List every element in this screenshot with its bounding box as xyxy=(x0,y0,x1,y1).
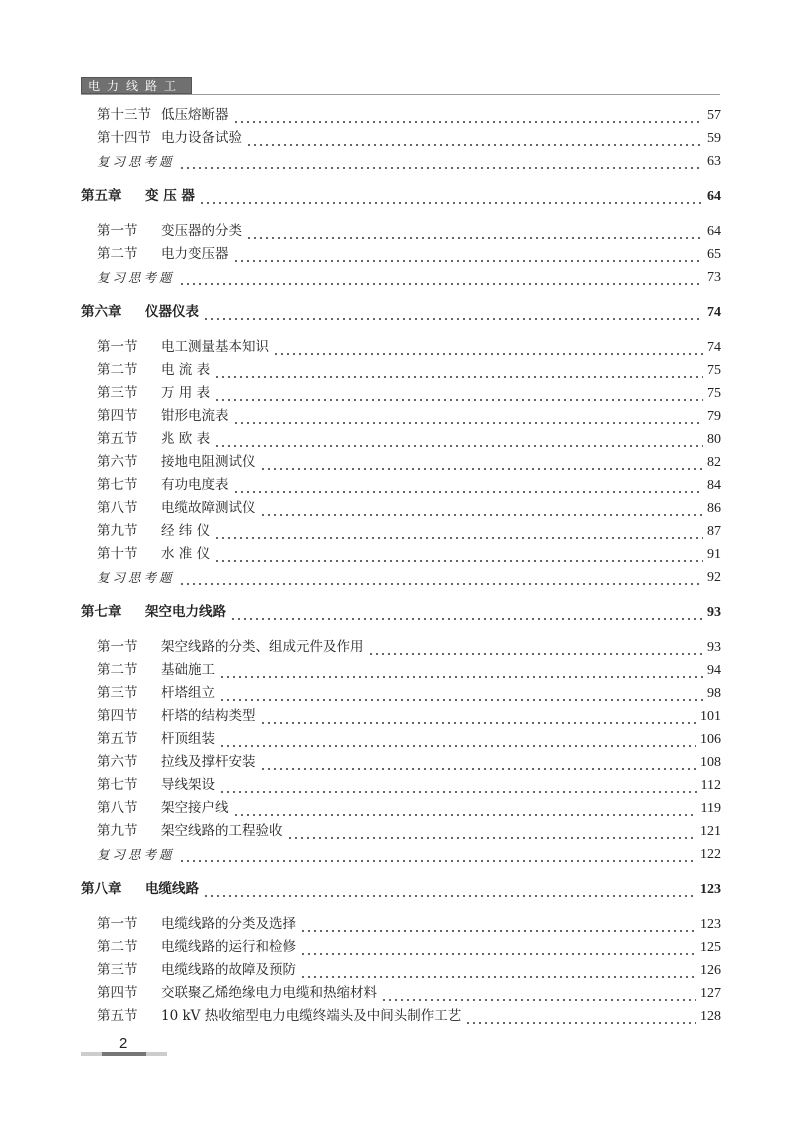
dot-leader xyxy=(214,359,703,382)
toc-entry[interactable] xyxy=(81,127,721,150)
toc-label: 第八章 xyxy=(81,881,122,897)
running-header xyxy=(81,77,720,95)
dot-leader xyxy=(368,636,704,659)
dot-leader xyxy=(233,243,704,266)
toc-title: 电力变压器 xyxy=(161,246,229,262)
toc-title: 电缆线路的分类及选择 xyxy=(161,916,296,932)
toc-page: 101 xyxy=(700,709,721,724)
toc-title: 复习思考题 xyxy=(97,154,175,169)
toc-review[interactable] xyxy=(81,266,721,289)
toc-title: 架空线路的分类、组成元件及作用 xyxy=(161,639,364,655)
dot-leader xyxy=(219,682,703,705)
toc-label: 第三节 xyxy=(97,962,138,978)
toc-title: 低压熔断器 xyxy=(161,107,229,123)
toc-page: 75 xyxy=(707,386,721,401)
toc-entry[interactable] xyxy=(81,243,721,266)
dot-leader xyxy=(260,497,704,520)
toc-title: 接地电阻测试仪 xyxy=(161,454,256,470)
toc-page: 126 xyxy=(700,963,721,978)
toc-entry[interactable] xyxy=(81,451,721,474)
toc-page: 94 xyxy=(707,663,721,678)
toc-title: 水 准 仪 xyxy=(161,546,211,562)
toc-page: 108 xyxy=(700,755,721,770)
toc-title: 拉线及撑杆安装 xyxy=(161,754,256,770)
toc-title: 基础施工 xyxy=(161,662,215,678)
toc-page: 106 xyxy=(700,732,721,747)
toc-page: 84 xyxy=(707,478,721,493)
dot-leader xyxy=(179,150,703,173)
dot-leader xyxy=(214,520,703,543)
toc-entry[interactable] xyxy=(81,543,721,566)
dot-leader xyxy=(246,127,703,150)
toc-label: 第二节 xyxy=(97,246,138,262)
dot-leader xyxy=(381,982,696,1005)
toc-page: 74 xyxy=(707,305,721,320)
toc-entry[interactable] xyxy=(81,728,721,751)
toc-page: 65 xyxy=(707,247,721,262)
toc-page: 112 xyxy=(700,778,721,793)
toc-entry[interactable] xyxy=(81,751,721,774)
toc-label: 第十三节 xyxy=(97,107,151,123)
toc-page: 123 xyxy=(700,917,721,932)
toc-label: 第七节 xyxy=(97,477,138,493)
toc-entry[interactable] xyxy=(81,497,721,520)
toc-page: 87 xyxy=(707,524,721,539)
dot-leader xyxy=(273,336,703,359)
toc-review[interactable] xyxy=(81,566,721,589)
toc-page: 128 xyxy=(700,1009,721,1024)
toc-title: 变 压 器 xyxy=(145,188,195,204)
toc-title: 复习思考题 xyxy=(97,847,175,862)
toc-entry[interactable] xyxy=(81,474,721,497)
dot-leader xyxy=(260,451,704,474)
toc-chapter[interactable] xyxy=(81,601,721,624)
dot-leader xyxy=(300,936,696,959)
dot-leader xyxy=(233,405,704,428)
toc-page: 73 xyxy=(707,270,721,285)
toc-entry[interactable] xyxy=(81,820,721,843)
toc-page: 91 xyxy=(707,547,721,562)
toc-label: 第十节 xyxy=(97,546,138,562)
dot-leader xyxy=(233,474,704,497)
toc-entry[interactable] xyxy=(81,797,721,820)
toc-entry[interactable] xyxy=(81,774,721,797)
toc-page: 121 xyxy=(700,824,721,839)
dot-leader xyxy=(300,913,696,936)
toc-chapter[interactable] xyxy=(81,185,721,208)
toc-label: 第六章 xyxy=(81,304,122,320)
dot-leader xyxy=(214,428,703,451)
page-number: 2 xyxy=(119,1035,128,1052)
dot-leader xyxy=(465,1005,696,1028)
toc-label: 第四节 xyxy=(97,408,138,424)
toc-label: 第五节 xyxy=(97,731,138,747)
toc-page: 119 xyxy=(700,801,721,816)
toc-entry[interactable] xyxy=(81,913,721,936)
toc-label: 第六节 xyxy=(97,454,138,470)
toc-page: 74 xyxy=(707,340,721,355)
toc-page: 79 xyxy=(707,409,721,424)
toc-entry[interactable] xyxy=(81,405,721,428)
toc-review[interactable] xyxy=(81,843,721,866)
toc-title: 经 纬 仪 xyxy=(161,523,211,539)
toc-label: 第二节 xyxy=(97,939,138,955)
toc-page: 92 xyxy=(707,570,721,585)
dot-leader xyxy=(214,382,703,405)
toc-title: 复习思考题 xyxy=(97,570,175,585)
toc-entry[interactable] xyxy=(81,359,721,382)
toc-entry[interactable] xyxy=(81,936,721,959)
running-header-title: 电力线路工 xyxy=(81,77,192,94)
toc-entry[interactable] xyxy=(81,982,721,1005)
dot-leader xyxy=(260,705,697,728)
toc-entry[interactable] xyxy=(81,428,721,451)
toc-title: 钳形电流表 xyxy=(161,408,229,424)
toc-label: 第一节 xyxy=(97,223,138,239)
toc-page: 93 xyxy=(707,640,721,655)
dot-leader xyxy=(203,301,703,324)
toc-title: 电缆故障测试仪 xyxy=(161,500,256,516)
toc-title: 变压器的分类 xyxy=(161,223,242,239)
dot-leader xyxy=(287,820,697,843)
toc-title: 电缆线路的运行和检修 xyxy=(161,939,296,955)
toc-label: 第九节 xyxy=(97,523,138,539)
toc-title: 电 流 表 xyxy=(161,362,211,378)
toc-title: 交联聚乙烯绝缘电力电缆和热缩材料 xyxy=(161,985,377,1001)
toc-entry[interactable] xyxy=(81,659,721,682)
toc-label: 第一节 xyxy=(97,639,138,655)
toc-label: 第十四节 xyxy=(97,130,151,146)
toc-label: 第六节 xyxy=(97,754,138,770)
toc-title: 复习思考题 xyxy=(97,270,175,285)
toc-page: 64 xyxy=(707,224,721,239)
toc-title: 有功电度表 xyxy=(161,477,229,493)
dot-leader xyxy=(260,751,697,774)
toc-title: 兆 欧 表 xyxy=(161,431,211,447)
toc-label: 第四节 xyxy=(97,985,138,1001)
toc-page: 123 xyxy=(700,882,721,897)
toc-label: 第五节 xyxy=(97,431,138,447)
toc-title: 电缆线路的故障及预防 xyxy=(161,962,296,978)
toc-title: 电力设备试验 xyxy=(161,130,242,146)
toc-page: 82 xyxy=(707,455,721,470)
toc-page: 63 xyxy=(707,154,721,169)
toc-label: 第一节 xyxy=(97,339,138,355)
toc-page: 93 xyxy=(707,605,721,620)
toc-entry[interactable] xyxy=(81,382,721,405)
toc-title: 架空电力线路 xyxy=(145,604,226,620)
toc-label: 第五章 xyxy=(81,188,122,204)
toc-entry[interactable] xyxy=(81,1005,721,1028)
dot-leader xyxy=(203,878,696,901)
toc-page: 127 xyxy=(700,986,721,1001)
toc-label: 第七节 xyxy=(97,777,138,793)
toc-chapter[interactable] xyxy=(81,301,721,324)
dot-leader xyxy=(219,728,696,751)
toc-review[interactable] xyxy=(81,150,721,173)
toc-label: 第八节 xyxy=(97,500,138,516)
dot-leader xyxy=(199,185,703,208)
toc-page: 98 xyxy=(707,686,721,701)
toc-page: 75 xyxy=(707,363,721,378)
toc-page: 64 xyxy=(707,189,721,204)
toc-title: 万 用 表 xyxy=(161,385,211,401)
toc-entry[interactable] xyxy=(81,520,721,543)
dot-leader xyxy=(179,843,696,866)
toc-title: 架空线路的工程验收 xyxy=(161,823,283,839)
toc-entry[interactable] xyxy=(81,636,721,659)
toc-page: 59 xyxy=(707,131,721,146)
toc-entry[interactable] xyxy=(81,220,721,243)
toc-entry[interactable] xyxy=(81,336,721,359)
table-of-contents xyxy=(81,104,721,1028)
toc-entry[interactable] xyxy=(81,959,721,982)
toc-label: 第三节 xyxy=(97,685,138,701)
toc-title: 仪器仪表 xyxy=(145,304,199,320)
dot-leader xyxy=(219,774,697,797)
dot-leader xyxy=(300,959,696,982)
toc-label: 第二节 xyxy=(97,362,138,378)
toc-title: 杆顶组装 xyxy=(161,731,215,747)
dot-leader xyxy=(246,220,703,243)
dot-leader xyxy=(233,104,704,127)
toc-title: 架空接户线 xyxy=(161,800,229,816)
toc-label: 第七章 xyxy=(81,604,122,620)
toc-title: 导线架设 xyxy=(161,777,215,793)
dot-leader xyxy=(179,266,703,289)
toc-label: 第一节 xyxy=(97,916,138,932)
toc-label: 第五节 xyxy=(97,1008,138,1024)
toc-page: 122 xyxy=(700,847,721,862)
toc-page: 86 xyxy=(707,501,721,516)
dot-leader xyxy=(230,601,703,624)
toc-label: 第八节 xyxy=(97,800,138,816)
toc-label: 第九节 xyxy=(97,823,138,839)
toc-label: 第三节 xyxy=(97,385,138,401)
toc-page: 125 xyxy=(700,940,721,955)
dot-leader xyxy=(214,543,703,566)
toc-page: 57 xyxy=(707,108,721,123)
toc-page: 80 xyxy=(707,432,721,447)
toc-label: 第四节 xyxy=(97,708,138,724)
toc-chapter[interactable] xyxy=(81,878,721,901)
toc-entry[interactable] xyxy=(81,104,721,127)
dot-leader xyxy=(219,659,703,682)
toc-title: 电缆线路 xyxy=(145,881,199,897)
toc-title: 10 kV 热收缩型电力电缆终端头及中间头制作工艺 xyxy=(161,1008,462,1024)
dot-leader xyxy=(233,797,697,820)
toc-title: 电工测量基本知识 xyxy=(161,339,269,355)
toc-label: 第二节 xyxy=(97,662,138,678)
dot-leader xyxy=(179,566,703,589)
footer-bar xyxy=(81,1052,167,1056)
toc-entry[interactable] xyxy=(81,682,721,705)
toc-entry[interactable] xyxy=(81,705,721,728)
toc-title: 杆塔组立 xyxy=(161,685,215,701)
toc-title: 杆塔的结构类型 xyxy=(161,708,256,724)
